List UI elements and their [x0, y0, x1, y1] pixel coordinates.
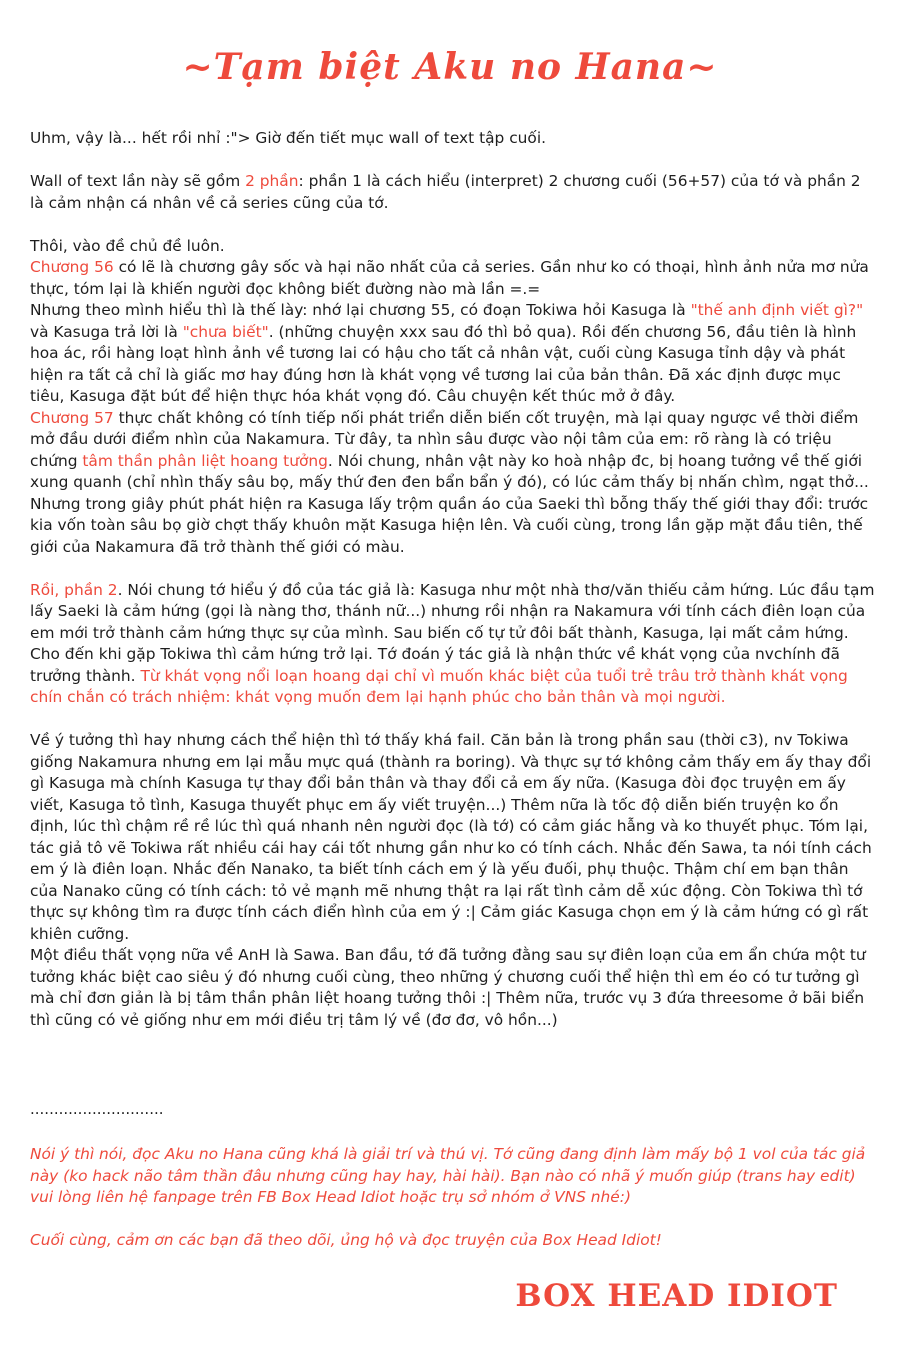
intro-line-1: Uhm, vậy là... hết rồi nhỉ :"> Giờ đến tiết mục wall of text tập cuối.: [30, 129, 546, 147]
separator: ............................: [30, 1100, 164, 1118]
part1-lead: Thôi, vào đề chủ đề luôn.: [30, 236, 225, 255]
part2-label: Rồi, phần 2: [30, 580, 118, 599]
ch57-highlight: tâm thần phân liệt hoang tưởng: [82, 451, 328, 470]
closing-notes: [30, 1144, 878, 1252]
group-signature: BOX HEAD IDIOT: [515, 1278, 838, 1314]
intro-line-2: [30, 171, 878, 214]
chapter-56-paragraph: [30, 257, 878, 300]
ch56-text-a: Nhưng theo mình hiểu thì là thế lày: nhớ lại chương 55, có đoạn Tokiwa hỏi Kasuga là: [30, 301, 691, 319]
part2-highlight: Từ khát vọng nổi loạn hoang dại chỉ vì muốn khác biệt của tuổi trẻ trâu trở thành khát vọng chín chắn có trách nhiệm: khát vọng muốn đem lại hạnh phúc cho bản thân và mọi người.: [30, 666, 848, 706]
closing-paragraph-1: Nói ý thì nói, đọc Aku no Hana cũng khá là giải trí và thú vị. Tớ cũng đang định làm mấy bộ 1 vol của tác giả này (ko hack não tâm thần đâu nhưng cũng hay hay, hài hài). Bạn nào có nhã ý muốn giúp (trans hay edit) vui lòng liên hệ fanpage trên FB Box Head Idiot hoặc trụ sở nhóm ở VNS nhé:): [30, 1145, 866, 1206]
ch57-text-a: thực chất không có tính tiếp nối phát triển diễn biến cốt truyện, mà lại quay ngược về thời điểm mở đầu dưới điểm nhìn của Nakamura. Từ đây, ta nhìn sâu được vào nội tâm của em: rõ ràng là có triệu chứng: [30, 408, 859, 470]
page-title: ~Tạm biệt Aku no Hana~: [182, 46, 718, 88]
closing-paragraph-2: Cuối cùng, cảm ơn các bạn đã theo dõi, ủng hộ và đọc truyện của Box Head Idiot!: [30, 1231, 662, 1249]
part2-text-a: . Nói chung tớ hiểu ý đồ của tác giả là: Kasuga như một nhà thơ/văn thiếu cảm hứng. Lúc đầu tạm lấy Saeki là cảm hứng (gọi là nàng thơ, thánh nữ...) nhưng rồi nhận ra Nakamura với tính cách điên loạn của em mới trở thành cảm hứng thực sự của mình. Sau biến cố tự tử đôi bất thành, Kasuga, lại mất cảm hứng. Cho đến khi gặp Tokiwa thì cảm hứng trở lại. Tớ đoán ý tác giả là nhận thức về khát vọng của nvchính đã trưởng thành.: [30, 580, 875, 685]
intro-highlight: 2 phần: [245, 172, 299, 190]
ch56-quote-2: "chưa biết": [182, 322, 269, 341]
critique-paragraph: Về ý tưởng thì hay nhưng cách thể hiện thì tớ thấy khá fail. Căn bản là trong phần sau (thời c3), nv Tokiwa giống Nakamura nhưng em lại mẫu mực quá (thành ra boring). Và thực sự tớ không cảm thấy em ấy thay đổi gì Kasuga mà chính Kasuga tự thay đổi bản thân và thay đổi cả em ấy nữa. (Kasuga đòi đọc truyện em ấy viết, Kasuga tỏ tình, Kasuga thuyết phục em ấy viết truyện...) Thêm nữa là tốc độ diễn biến truyện ko ổn định, lúc thì chậm rề rề lúc thì quá nhanh nên người đọc (là tớ) có cảm giác hẫng và ko thuyết phục. Tóm lại, tác giả tô vẽ Tokiwa rất nhiều cái hay cái tốt nhưng gần như ko có tính cách. Nhắc đến Sawa, ta nói tính cách em ý là điên loạn. Nhắc đến Nanako, ta biết tính cách em ý là yếu đuối, phụ thuộc. Thậm chí em bạn thân của Nanako cũng có tính cách: tỏ vẻ mạnh mẽ nhưng thật ra lại rất tình cảm dễ xúc động. Còn Tokiwa thì tớ thực sự không tìm ra được tính cách điển hình của em ý :| Cảm giác Kasuga chọn em ý là cảm hứng có gì rất khiên cưỡng.: [30, 731, 872, 943]
sawa-paragraph: Một điều thất vọng nữa về AnH là Sawa. Ban đầu, tớ đã tưởng đằng sau sự điên loạn của em ẩn chứa một tư tưởng khác biệt cao siêu ý đó nhưng cuối cùng, theo những ý chương cuối thể hiện thì em éo có tư tưởng gì mà chỉ đơn giản là bị tâm thần phân liệt hoang tưởng thôi :| Thêm nữa, trước vụ 3 đứa threesome ở bãi biển thì cũng có vẻ giống như em mới điều trị tâm lý về (đơ đơ, vô hồn...): [30, 946, 866, 1029]
chapter-56-label: Chương 56: [30, 258, 114, 276]
part2-paragraph: [30, 580, 878, 709]
chapter-57-label: Chương 57: [30, 408, 114, 427]
chapter-56-interpretation: [30, 300, 878, 408]
ch56-quote-1: "thế anh định viết gì?": [690, 301, 864, 319]
ch57-text-b: . Nói chung, nhân vật này ko hoà nhập đc, bị hoang tưởng về thế giới xung quanh (chỉ nhìn thấy sâu bọ, mấy thứ đen đen bẩn bẩn ý đó), có lúc cảm thấy bị nhấn chìm, ngạt thở... Nhưng trong giây phút phát hiện ra Kasuga lấy trộm quần áo của Saeki thì bỗng thấy thế giới thay đổi: trước kia vốn toàn sâu bọ giờ chợt thấy khuôn mặt Kasuga hiện lên. Và cuối cùng, trong lần gặp mặt đầu tiên, thế giới của Nakamura đã trở thành thế giới có màu.: [30, 451, 869, 556]
intro-text-a: Wall of text lần này sẽ gồm: [30, 172, 246, 190]
intro-text-b: : phần 1 là cách hiểu (interpret) 2 chương cuối (56+57) của tớ và phần 2 là cảm nhận cá nhân về cả series cũng của tớ.: [30, 172, 861, 212]
article-body: [30, 128, 878, 1031]
ch56-text-b: và Kasuga trả lời là: [30, 322, 183, 341]
ch56-text-c: . (những chuyện xxx sau đó thì bỏ qua). Rồi đến chương 56, đầu tiên là hình hoa ác, rồi hàng loạt hình ảnh về tương lai có hậu cho tất cả nhân vật, cuối cùng Kasuga tỉnh dậy và phát hiện ra tất cả chỉ là giấc mơ hay đúng hơn là khát vọng về tương lai của bản thân. Đã xác định được mục tiêu, Kasuga đặt bút để hiện thực hóa khát vọng đó. Câu chuyện kết thúc mở ở đây.: [30, 322, 857, 405]
chapter-57-paragraph: [30, 408, 878, 559]
chapter-56-text: có lẽ là chương gây sốc và hại não nhất của cả series. Gần như ko có thoại, hình ảnh nửa mơ nửa thực, tóm lại là khiến người đọc không biết đường nào mà lần =.=: [30, 258, 869, 298]
